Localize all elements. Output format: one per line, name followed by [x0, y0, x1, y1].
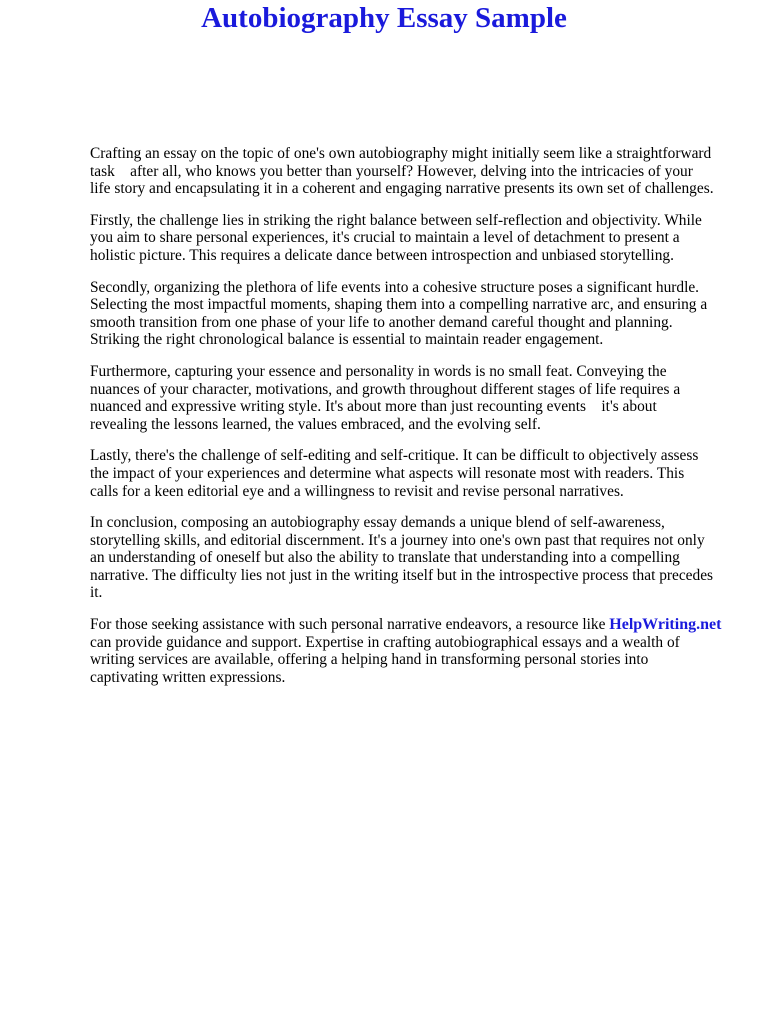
paragraph-line: smooth transition from one phase of your life to another demand careful thought and planning.: [90, 313, 673, 331]
paragraph-secondly: [90, 279, 730, 349]
page-title: Autobiography Essay Sample: [201, 2, 567, 34]
paragraph-line: nuanced and expressive writing style. It's about more than just recounting events it's about: [90, 398, 657, 416]
paragraph-lastly: [90, 447, 730, 500]
paragraph-line: it.: [90, 584, 103, 602]
paragraph-line: Firstly, the challenge lies in striking the right balance between self-reflection and objectivity. While: [90, 211, 702, 229]
paragraph-line: writing services are available, offering a helping hand in transforming personal stories into: [90, 651, 649, 669]
closing-lead-text: For those seeking assistance with such personal narrative endeavors, a resource like: [90, 616, 610, 634]
paragraph-line-with-link: [90, 616, 730, 634]
paragraph-line: revealing the lessons learned, the values embraced, and the evolving self.: [90, 415, 541, 433]
paragraph-line: Lastly, there's the challenge of self-editing and self-critique. It can be difficult to objectively assess: [90, 447, 699, 465]
paragraph-line: task after all, who knows you better than yourself? However, delving into the intricacies of your: [90, 162, 693, 180]
paragraph-line: narrative. The difficulty lies not just in the writing itself but in the introspective process that precedes: [90, 566, 714, 584]
essay-body: [90, 145, 730, 700]
paragraph-line: holistic picture. This requires a delicate dance between introspection and unbiased storytelling.: [90, 246, 674, 264]
paragraph-line: the impact of your experiences and determine what aspects will resonate most with readers. This: [90, 464, 685, 482]
paragraph-line: life story and encapsulating it in a coherent and engaging narrative presents its own set of challenges.: [90, 180, 714, 198]
paragraph-line: Crafting an essay on the topic of one's own autobiography might initially seem like a straightforward: [90, 145, 712, 162]
paragraph-line: captivating written expressions.: [90, 668, 286, 686]
paragraph-line: an understanding of oneself but also the ability to translate that understanding into a compelling: [90, 549, 680, 567]
paragraph-line: In conclusion, composing an autobiography essay demands a unique blend of self-awareness,: [90, 514, 665, 532]
paragraph-line: Furthermore, capturing your essence and personality in words is no small feat. Conveying the: [90, 362, 667, 380]
paragraph-line: you aim to share personal experiences, it's crucial to maintain a level of detachment to present a: [90, 229, 680, 247]
paragraph-firstly: [90, 212, 730, 265]
paragraph-furthermore: [90, 363, 730, 433]
paragraph-closing: [90, 616, 730, 686]
helpwriting-link[interactable]: HelpWriting.net: [609, 616, 722, 634]
paragraph-line: calls for a keen editorial eye and a willingness to revisit and revise personal narratives.: [90, 482, 624, 500]
paragraph-line: Selecting the most impactful moments, shaping them into a compelling narrative arc, and ensuring a: [90, 296, 708, 314]
paragraph-conclusion: [90, 514, 730, 602]
paragraph-line: nuances of your character, motivations, and growth throughout different stages of life requires a: [90, 380, 681, 398]
paragraph-intro: [90, 145, 730, 198]
paragraph-line: storytelling skills, and editorial discernment. It's a journey into one's own past that requires not only: [90, 531, 705, 549]
paragraph-line: Secondly, organizing the plethora of life events into a cohesive structure poses a significant hurdle.: [90, 278, 700, 296]
paragraph-line: Striking the right chronological balance is essential to maintain reader engagement.: [90, 331, 604, 349]
paragraph-line: can provide guidance and support. Expertise in crafting autobiographical essays and a wealth of: [90, 633, 680, 651]
